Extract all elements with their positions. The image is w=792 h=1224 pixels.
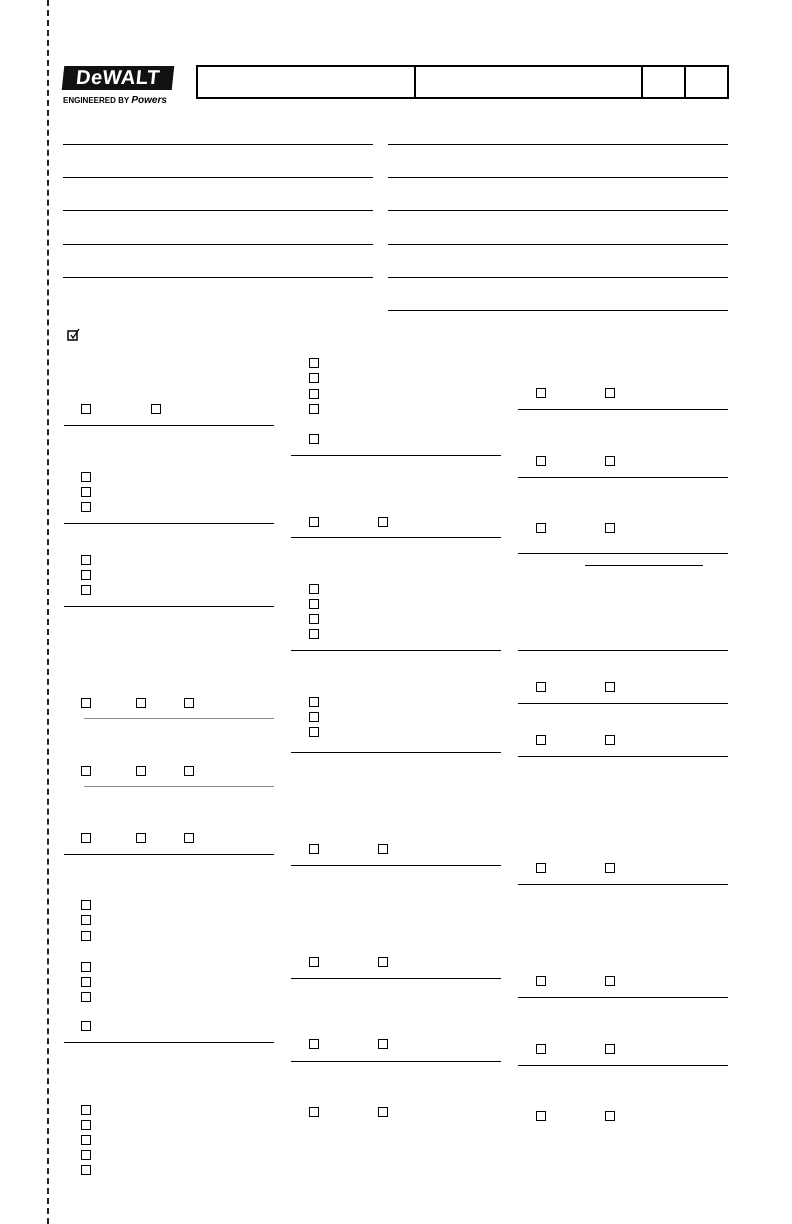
checkbox[interactable] (309, 599, 319, 609)
info-line[interactable] (388, 144, 728, 145)
section-divider (64, 523, 274, 524)
info-line[interactable] (63, 244, 373, 245)
section-divider (291, 1061, 501, 1062)
checkbox[interactable] (81, 570, 91, 580)
section-divider (518, 1065, 728, 1066)
section-divider (518, 477, 728, 478)
checkbox[interactable] (378, 957, 388, 967)
checkbox[interactable] (309, 584, 319, 594)
checkbox[interactable] (81, 698, 91, 708)
checkbox[interactable] (81, 487, 91, 497)
logo-wordmark: DeWALT (62, 66, 175, 90)
checkbox[interactable] (309, 1039, 319, 1049)
checkbox[interactable] (309, 614, 319, 624)
checkbox[interactable] (536, 523, 546, 533)
checkbox[interactable] (151, 404, 161, 414)
checkbox[interactable] (81, 992, 91, 1002)
checkbox[interactable] (536, 456, 546, 466)
checkbox[interactable] (309, 404, 319, 414)
checkbox[interactable] (309, 389, 319, 399)
checkbox[interactable] (81, 1105, 91, 1115)
section-divider (518, 650, 728, 651)
checkbox[interactable] (605, 1111, 615, 1121)
checkbox[interactable] (81, 1021, 91, 1031)
logo-tagline: ENGINEERED BY Powers (63, 95, 167, 106)
checkbox[interactable] (605, 1044, 615, 1054)
section-divider (64, 606, 274, 607)
dewalt-logo (63, 64, 175, 110)
header-field-3[interactable] (643, 67, 686, 97)
checkbox[interactable] (184, 698, 194, 708)
sub-divider (84, 718, 274, 719)
checkbox[interactable] (378, 1107, 388, 1117)
section-divider (291, 752, 501, 753)
checkbox[interactable] (81, 900, 91, 910)
checkbox[interactable] (81, 1150, 91, 1160)
checkbox[interactable] (605, 863, 615, 873)
checkbox-check-icon (67, 328, 81, 342)
checkbox[interactable] (81, 977, 91, 987)
checkbox[interactable] (81, 931, 91, 941)
info-line[interactable] (63, 177, 373, 178)
checkbox[interactable] (605, 388, 615, 398)
checkbox[interactable] (536, 1111, 546, 1121)
checkbox[interactable] (136, 833, 146, 843)
header-field-2[interactable] (416, 67, 643, 97)
checkbox[interactable] (309, 358, 319, 368)
checkbox[interactable] (309, 1107, 319, 1117)
checkbox[interactable] (536, 976, 546, 986)
checkbox[interactable] (536, 682, 546, 692)
section-divider (291, 650, 501, 651)
checkbox[interactable] (81, 1120, 91, 1130)
checkbox[interactable] (81, 766, 91, 776)
checkbox[interactable] (309, 957, 319, 967)
info-line[interactable] (388, 277, 728, 278)
checkbox[interactable] (136, 698, 146, 708)
info-line[interactable] (388, 210, 728, 211)
sub-divider (84, 786, 274, 787)
checkbox[interactable] (81, 1135, 91, 1145)
info-line[interactable] (63, 277, 373, 278)
section-divider (518, 756, 728, 757)
checkbox[interactable] (378, 517, 388, 527)
checkbox[interactable] (605, 682, 615, 692)
checkbox[interactable] (309, 373, 319, 383)
checkbox[interactable] (309, 844, 319, 854)
info-line[interactable] (388, 177, 728, 178)
header-field-1[interactable] (198, 67, 416, 97)
checkbox[interactable] (536, 388, 546, 398)
section-divider (291, 978, 501, 979)
checkbox[interactable] (536, 735, 546, 745)
checkbox[interactable] (184, 766, 194, 776)
info-line[interactable] (388, 310, 728, 311)
checkbox[interactable] (378, 1039, 388, 1049)
section-divider (518, 997, 728, 998)
checkbox[interactable] (81, 472, 91, 482)
info-line[interactable] (388, 244, 728, 245)
checkbox[interactable] (184, 833, 194, 843)
checkbox[interactable] (309, 727, 319, 737)
section-divider (291, 455, 501, 456)
section-divider (518, 409, 728, 410)
section-divider (64, 1042, 274, 1043)
section-divider (518, 703, 728, 704)
info-line[interactable] (63, 210, 373, 211)
checkbox[interactable] (309, 712, 319, 722)
section-divider (291, 865, 501, 866)
cut-line (47, 0, 49, 1224)
checkbox[interactable] (81, 962, 91, 972)
checkbox[interactable] (309, 697, 319, 707)
checkbox[interactable] (81, 833, 91, 843)
checkbox[interactable] (605, 735, 615, 745)
checkbox[interactable] (378, 844, 388, 854)
checkbox[interactable] (81, 1165, 91, 1175)
section-divider (64, 854, 274, 855)
input-underline[interactable] (585, 565, 703, 566)
checkbox[interactable] (81, 555, 91, 565)
checkbox[interactable] (81, 502, 91, 512)
checkbox[interactable] (81, 915, 91, 925)
section-divider (64, 425, 274, 426)
info-line[interactable] (63, 144, 373, 145)
checkbox[interactable] (605, 523, 615, 533)
checkbox[interactable] (309, 517, 319, 527)
checkbox[interactable] (136, 766, 146, 776)
section-divider (291, 537, 501, 538)
section-divider (518, 553, 728, 554)
checkbox[interactable] (81, 585, 91, 595)
header-fields (196, 65, 729, 99)
checkbox[interactable] (536, 1044, 546, 1054)
checkbox[interactable] (536, 863, 546, 873)
checkbox[interactable] (605, 456, 615, 466)
checkbox[interactable] (309, 434, 319, 444)
checkbox[interactable] (309, 629, 319, 639)
checkbox[interactable] (81, 404, 91, 414)
section-divider (518, 884, 728, 885)
checkbox[interactable] (605, 976, 615, 986)
header-field-4[interactable] (686, 67, 727, 97)
